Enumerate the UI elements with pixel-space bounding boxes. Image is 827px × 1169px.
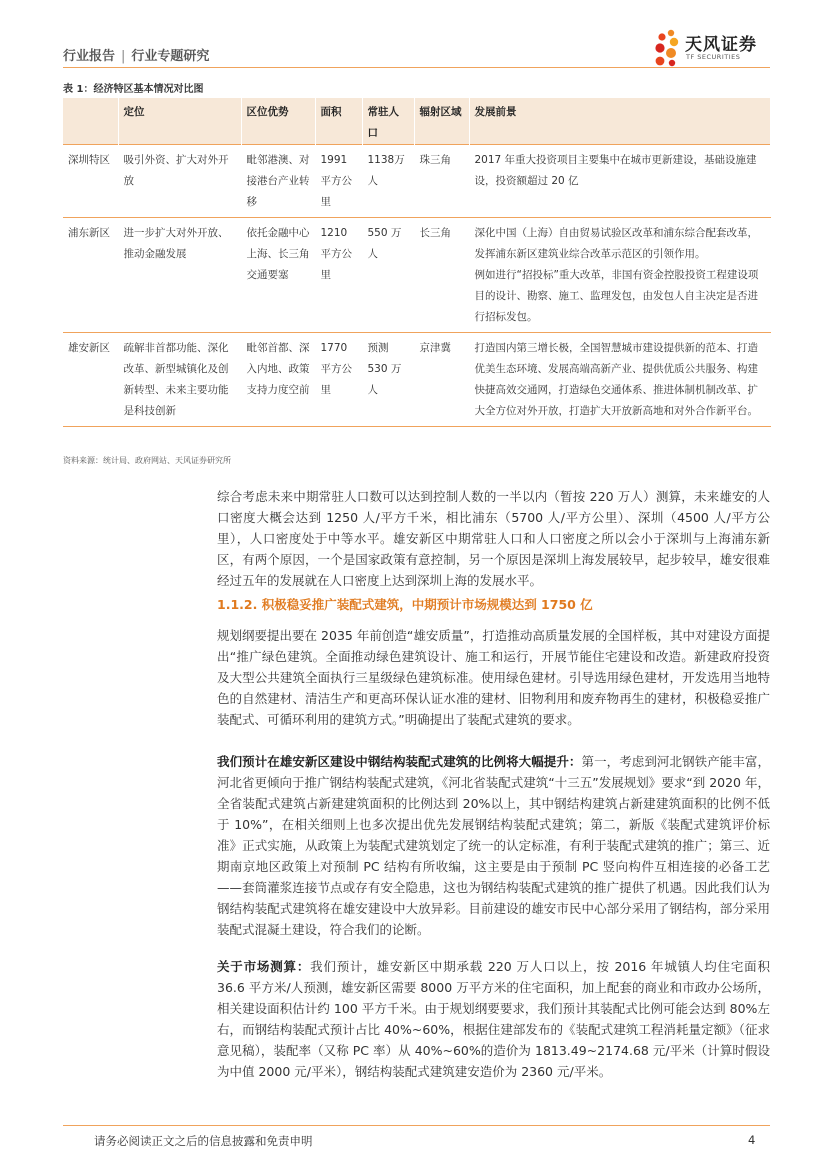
advantage-cell: 毗邻首都、深入内地、政策支持力度空前: [241, 333, 315, 427]
prospect-cell: [469, 218, 770, 333]
body-paragraph: [217, 956, 770, 1082]
header-separator: |: [121, 49, 126, 64]
header-divider: [63, 67, 770, 68]
table-source: 资料来源：统计局、政府网站、天风证券研究所: [63, 456, 231, 465]
prospect-text: 深化中国（上海）自由贸易试验区改革和浦东综合配套改革，发挥浦东新区建筑业综合改革示范区的引领作用。: [474, 227, 758, 260]
body-paragraph: [217, 751, 770, 940]
population-cell: 预测530 万人: [362, 333, 414, 427]
comparison-table: [63, 98, 771, 427]
report-header: [63, 45, 209, 64]
table-header-cell: 常驻人口: [362, 98, 414, 145]
logo-text-en: TF SECURITIES: [686, 53, 741, 61]
table-header-row: [63, 98, 770, 145]
paragraph-text: 第一，考虑到河北钢铁产能丰富，河北省更倾向于推广钢结构装配式建筑，《河北省装配式建筑“十三五”发展规划》要求“到 2020 年，全省装配式建筑占新建建筑面积的比例达到 20%以上，其中钢结构建筑占新建建筑面积的比例不低于 10%”，在相关细则上也多次提出优先发展钢结构装配式建筑；第二，新版《装配式建筑评价标准》正式实施，从政策上为装配式建筑划定了统一的认定标准，有利于装配式建筑的推广；第三、近期南京地区政策上对预制 PC 结构有所收编，这主要是由于预制 PC 竖向构件互相连接的必备工艺——套筒灌浆连接节点或存有安全隐患，这也为钢结构装配式建筑的推广提供了机遇。因此我们认为钢结构装配式建筑将在雄安建设中大放异彩。目前建设的雄安市民中心部分采用了钢结构，部分采用装配式混凝土建设，符合我们的论断。: [217, 754, 770, 937]
body-paragraph: 综合考虑未来中期常驻人口数可以达到控制人数的一半以内（暂按 220 万人）测算，未来雄安的人口密度大概会达到 1250 人/平方千米，相比浦东（5700 人/平方公里）、深圳（4500 人/平方公里），人口密度处于中等水平。雄安新区中期常驻人口和人口密度之所以会小于深圳与上海浦东新区，有两个原因，一个是国家政策有意控制，另一个原因是深圳上海发展较早，起步较早，雄安很难经过五年的发展就在人口密度上达到深圳上海的发展水平。: [217, 489, 770, 588]
paragraph-lead: 关于市场测算：: [217, 959, 311, 974]
table-header-cell: 区位优势: [241, 98, 315, 145]
page-number: 4: [748, 1133, 756, 1147]
population-cell: 550 万人: [362, 218, 414, 333]
report-subtype: 行业专题研究: [131, 49, 210, 64]
logo-mark-icon: [651, 28, 683, 68]
body-paragraph: 规划纲要提出要在 2035 年前创造“雄安质量”，打造推动高质量发展的全国样板，其中对建设方面提出“推广绿色建筑。全面推动绿色建筑设计、施工和运行，开展节能住宅建设和改造。新建政府投资及大型公共建筑全面执行三星级绿色建筑标准。使用绿色建材。引导选用绿色建材，开发选用当地特色的自然建材、清洁生产和更高环保认证水准的建材、旧物利用和废弃物再生的建材，积极稳妥推广装配式、可循环利用的建筑方式。”明确提出了装配式建筑的要求。: [217, 628, 770, 727]
population-cell: 1138万人: [362, 145, 414, 218]
table-title: 表 1：经济特区基本情况对比图: [63, 84, 204, 95]
radiation-cell: 京津冀: [414, 333, 469, 427]
table-header-cell: 发展前景: [469, 98, 770, 145]
section-heading: 1.1.2. 积极稳妥推广装配式建筑，中期预计市场规模达到 1750 亿: [217, 597, 593, 612]
advantage-cell: 依托金融中心上海、长三角交通要塞: [241, 218, 315, 333]
table-row: [63, 333, 770, 427]
table-row: [63, 218, 770, 333]
radiation-cell: 长三角: [414, 218, 469, 333]
row-name-cell: 深圳特区: [63, 145, 118, 218]
table-header-cell: 定位: [118, 98, 241, 145]
prospect-cell: 2017 年重大投资项目主要集中在城市更新建设，基础设施建设，投资额超过 20 亿: [469, 145, 770, 218]
advantage-cell: 毗邻港澳、对接港台产业转移: [241, 145, 315, 218]
position-cell: 疏解非首都功能、深化改革、新型城镇化及创新转型、未来主要功能是科技创新: [118, 333, 241, 427]
position-cell: 进一步扩大对外开放、推动金融发展: [118, 218, 241, 333]
logo-text-cn: 天风证券: [685, 35, 757, 55]
row-name-cell: 雄安新区: [63, 333, 118, 427]
area-cell: 1210平方公里: [315, 218, 362, 333]
table-header-cell: 面积: [315, 98, 362, 145]
position-cell: 吸引外资、扩大对外开放: [118, 145, 241, 218]
prospect-cell: 打造国内第三增长极，全国智慧城市建设提供新的范本、打造优美生态环境、发展高端高新产业、提供优质公共服务、构建快捷高效交通网，打造绿色交通体系、推进体制机制改革、扩大全方位对外开放，打造扩大开放新高地和对外合作新平台。: [469, 333, 770, 427]
paragraph-text: 我们预计，雄安新区中期承载 220 万人口以上，按 2016 年城镇人均住宅面积 36.6 平方米/人预测，雄安新区需要 8000 万平方米的住宅面积，加上配套的商业和市政办公场所，相关建设面积估计约 100 平方千米。由于规划纲要要求，我们预计其装配式比例可能会达到 80%左右，而钢结构装配式预计占比 40%~60%，根据住建部发布的《装配式建筑工程消耗量定额》（征求意见稿），装配率（又称 PC 率）从 40%~60%的造价为 1813.49~2174.68 元/平米（计算时假设为中值 2000 元/平米），钢结构装配式建筑建安造价为 2360 元/平米。: [217, 959, 770, 1079]
footer-divider: [63, 1125, 770, 1126]
radiation-cell: 珠三角: [414, 145, 469, 218]
paragraph-lead: 我们预计在雄安新区建设中钢结构装配式建筑的比例将大幅提升：: [217, 754, 582, 769]
row-name-cell: 浦东新区: [63, 218, 118, 333]
area-cell: 1991平方公里: [315, 145, 362, 218]
table-header-cell: 辐射区域: [414, 98, 469, 145]
area-cell: 1770平方公里: [315, 333, 362, 427]
company-logo: [651, 26, 771, 70]
prospect-text: 例如进行“招投标”重大改革，非国有资金控股投资工程建设项目的设计、勘察、施工、监理发包，由发包人自主决定是否进行招标发包。: [474, 269, 759, 323]
footer-disclaimer: 请务必阅读正文之后的信息披露和免责申明: [94, 1134, 313, 1148]
table-header-cell: [63, 98, 118, 145]
report-type: 行业报告: [63, 49, 116, 64]
table-row: [63, 145, 770, 218]
